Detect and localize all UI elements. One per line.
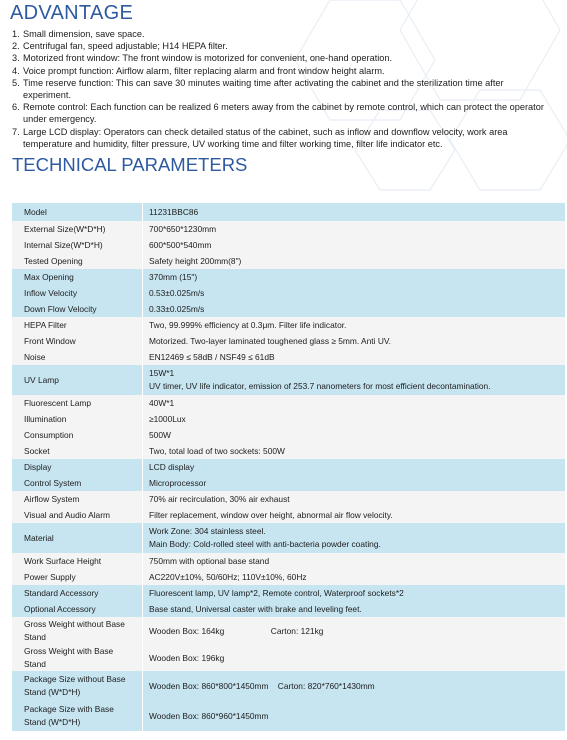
advantage-item xyxy=(12,65,549,77)
table-row xyxy=(12,443,565,459)
parameter-value xyxy=(143,427,566,443)
table-row xyxy=(12,645,565,671)
parameter-value-line: 750mm with optional base stand xyxy=(149,555,270,566)
parameter-label: Socket xyxy=(12,443,143,459)
parameter-value-line: 370mm (15") xyxy=(149,271,198,282)
table-row xyxy=(12,237,565,253)
parameter-value xyxy=(143,443,566,459)
parameter-value-line: LCD display xyxy=(149,461,195,472)
table-row xyxy=(12,269,565,285)
parameter-label: Package Size with Base Stand (W*D*H) xyxy=(12,701,143,731)
parameter-value-line: 700*650*1230mm xyxy=(149,223,217,234)
parameter-label: Inflow Velocity xyxy=(12,285,143,301)
parameter-label: Noise xyxy=(12,349,143,365)
table-row xyxy=(12,203,565,221)
table-row xyxy=(12,459,565,475)
parameter-label: Gross Weight without Base Stand xyxy=(12,617,143,645)
parameter-value-line: 15W*1 xyxy=(149,368,175,378)
parameter-value-line: Two, total load of two sockets: 500W xyxy=(149,445,285,456)
table-row xyxy=(12,221,565,237)
parameter-value xyxy=(143,507,566,523)
advantage-item xyxy=(12,28,549,40)
advantage-item-text: Time reserve function: This can save 30 minutes waiting time after activating the cabinet and the sterilization time after experiment. xyxy=(23,77,504,101)
table-row xyxy=(12,317,565,333)
parameter-value-line: UV timer, UV life indicator, emission of 253.7 nanometers for most efficient decontamination. xyxy=(149,381,491,391)
advantage-item-text: Small dimension, save space. xyxy=(23,29,145,39)
parameter-value-line: AC220V±10%, 50/60Hz; 110V±10%, 60Hz xyxy=(149,571,307,582)
table-row xyxy=(12,491,565,507)
advantage-item-number: 2. xyxy=(12,41,20,52)
parameter-value-line: 500W xyxy=(149,429,171,440)
parameter-label: Optional Accessory xyxy=(12,601,143,617)
table-row xyxy=(12,601,565,617)
parameter-value xyxy=(143,365,566,395)
table-row xyxy=(12,333,565,349)
parameter-value-line: Base stand, Universal caster with brake and leveling feet. xyxy=(149,603,362,614)
parameter-value xyxy=(143,411,566,427)
table-row xyxy=(12,523,565,553)
table-row xyxy=(12,349,565,365)
advantage-item-number: 5. xyxy=(12,77,20,88)
advantage-item-text: Voice prompt function: Airflow alarm, filter replacing alarm and front window height alarm. xyxy=(23,65,385,76)
table-row xyxy=(12,285,565,301)
table-row xyxy=(12,507,565,523)
parameter-value-line: Microprocessor xyxy=(149,477,207,488)
advantage-item xyxy=(12,101,549,125)
parameter-value-line: Two, 99.999% efficiency at 0.3μm. Filter life indicator. xyxy=(149,319,347,330)
parameter-label: Model xyxy=(12,203,143,221)
parameter-value-line: 70% air recirculation, 30% air exhaust xyxy=(149,493,290,504)
parameter-value-line: 600*500*540mm xyxy=(149,239,212,250)
table-row xyxy=(12,395,565,411)
parameter-value xyxy=(143,317,566,333)
advantage-item xyxy=(12,126,549,150)
advantage-item xyxy=(12,52,549,64)
parameter-value xyxy=(143,459,566,475)
parameter-label: Display xyxy=(12,459,143,475)
advantage-list xyxy=(0,28,567,150)
advantage-item-number: 3. xyxy=(12,53,20,64)
parameter-value xyxy=(143,333,566,349)
advantage-item-text: Motorized front window: The front window is motorized for convenient, one-hand operation. xyxy=(23,53,393,64)
parameter-label: External Size(W*D*H) xyxy=(12,221,143,237)
parameter-label: Fluorescent Lamp xyxy=(12,395,143,411)
parameter-label: Tested Opening xyxy=(12,253,143,269)
advantage-item xyxy=(12,40,549,52)
parameter-value-line: Work Zone: 304 stainless steel. xyxy=(149,526,266,536)
parameter-value-line: 40W*1 xyxy=(149,397,175,408)
parameter-value xyxy=(143,585,566,601)
parameter-value xyxy=(143,617,566,645)
parameter-label: Internal Size(W*D*H) xyxy=(12,237,143,253)
parameter-value xyxy=(143,645,566,671)
table-row xyxy=(12,701,565,731)
parameter-value xyxy=(143,553,566,569)
advantage-item-number: 7. xyxy=(12,126,20,137)
table-row xyxy=(12,411,565,427)
parameter-value-line: Wooden Box: 196kg xyxy=(149,652,225,663)
parameter-value xyxy=(143,301,566,317)
parameter-value-line: Fluorescent lamp, UV lamp*2, Remote control, Waterproof sockets*2 xyxy=(149,587,404,598)
parameter-value xyxy=(143,349,566,365)
parameter-label: UV Lamp xyxy=(12,365,143,395)
table-row xyxy=(12,427,565,443)
advantage-item-text: Centrifugal fan, speed adjustable; H14 HEPA filter. xyxy=(23,41,228,52)
parameter-label: Max Opening xyxy=(12,269,143,285)
parameter-value-line: 11231BBC86 xyxy=(149,206,199,217)
parameter-value-line: EN12469 ≤ 58dB / NSF49 ≤ 61dB xyxy=(149,351,275,362)
parameter-value xyxy=(143,671,566,701)
parameter-label: HEPA Filter xyxy=(12,317,143,333)
parameter-value-line: Main Body: Cold-rolled steel with anti-bacteria powder coating. xyxy=(149,539,381,549)
parameter-value xyxy=(143,701,566,731)
parameter-value xyxy=(143,601,566,617)
parameter-value-line: Safety height 200mm(8") xyxy=(149,255,242,266)
advantage-item-text: Remote control: Each function can be realized 6 meters away from the cabinet by remote control, which can protect the operator under emergency. xyxy=(23,102,544,125)
parameter-label: Gross Weight with Base Stand xyxy=(12,645,143,671)
parameter-label: Illumination xyxy=(12,411,143,427)
parameter-value-line: Wooden Box: 164kg Carton: 121kg xyxy=(149,625,324,636)
parameter-value xyxy=(143,269,566,285)
technical-parameters-table xyxy=(12,203,565,731)
parameter-label: Package Size without Base Stand (W*D*H) xyxy=(12,671,143,701)
parameter-value-line: 0.33±0.025m/s xyxy=(149,303,205,314)
parameter-label: Visual and Audio Alarm xyxy=(12,507,143,523)
parameter-value xyxy=(143,221,566,237)
advantage-item-number: 4. xyxy=(12,65,20,76)
parameter-value-line: Wooden Box: 860*960*1450mm xyxy=(149,710,269,721)
parameter-label: Standard Accessory xyxy=(12,585,143,601)
parameter-value xyxy=(143,203,566,221)
parameter-value xyxy=(143,523,566,553)
table-row xyxy=(12,365,565,395)
table-row xyxy=(12,253,565,269)
parameter-label: Control System xyxy=(12,475,143,491)
parameter-label: Down Flow Velocity xyxy=(12,301,143,317)
parameter-value-line: ≥1000Lux xyxy=(149,413,186,424)
advantage-item-text: Large LCD display: Operators can check detailed status of the cabinet, such as inflow and downflow velocity, work area temperature and humidity, filter pressure, UV working time and filter working time, filter life indicator etc. xyxy=(23,126,508,149)
parameter-value xyxy=(143,569,566,585)
parameter-label: Airflow System xyxy=(12,491,143,507)
table-row xyxy=(12,553,565,569)
advantage-item-number: 6. xyxy=(12,102,20,113)
parameter-value xyxy=(143,491,566,507)
parameter-value-line: Motorized. Two-layer laminated toughened glass ≥ 5mm. Anti UV. xyxy=(149,335,392,346)
parameter-value xyxy=(143,253,566,269)
parameter-label: Consumption xyxy=(12,427,143,443)
table-row xyxy=(12,301,565,317)
parameter-label: Power Supply xyxy=(12,569,143,585)
table-row xyxy=(12,617,565,645)
parameter-value-line: 0.53±0.025m/s xyxy=(149,287,205,298)
table-row xyxy=(12,671,565,701)
parameter-value-line: Wooden Box: 860*800*1450mm Carton: 820*760*1430mm xyxy=(149,680,375,691)
parameter-value xyxy=(143,285,566,301)
parameter-value xyxy=(143,475,566,491)
parameter-label: Work Surface Height xyxy=(12,553,143,569)
table-row xyxy=(12,569,565,585)
parameter-value xyxy=(143,395,566,411)
advantage-heading: ADVANTAGE xyxy=(10,2,134,24)
table-row xyxy=(12,475,565,491)
advantage-item xyxy=(12,77,549,101)
parameter-value xyxy=(143,237,566,253)
parameter-label: Front Window xyxy=(12,333,143,349)
advantage-item-number: 1. xyxy=(12,29,20,39)
parameter-value-line: Filter replacement, window over height, abnormal air flow velocity. xyxy=(149,509,393,520)
table-row xyxy=(12,585,565,601)
technical-parameters-heading: TECHNICAL PARAMETERS xyxy=(12,154,248,176)
parameter-label: Material xyxy=(12,523,143,553)
